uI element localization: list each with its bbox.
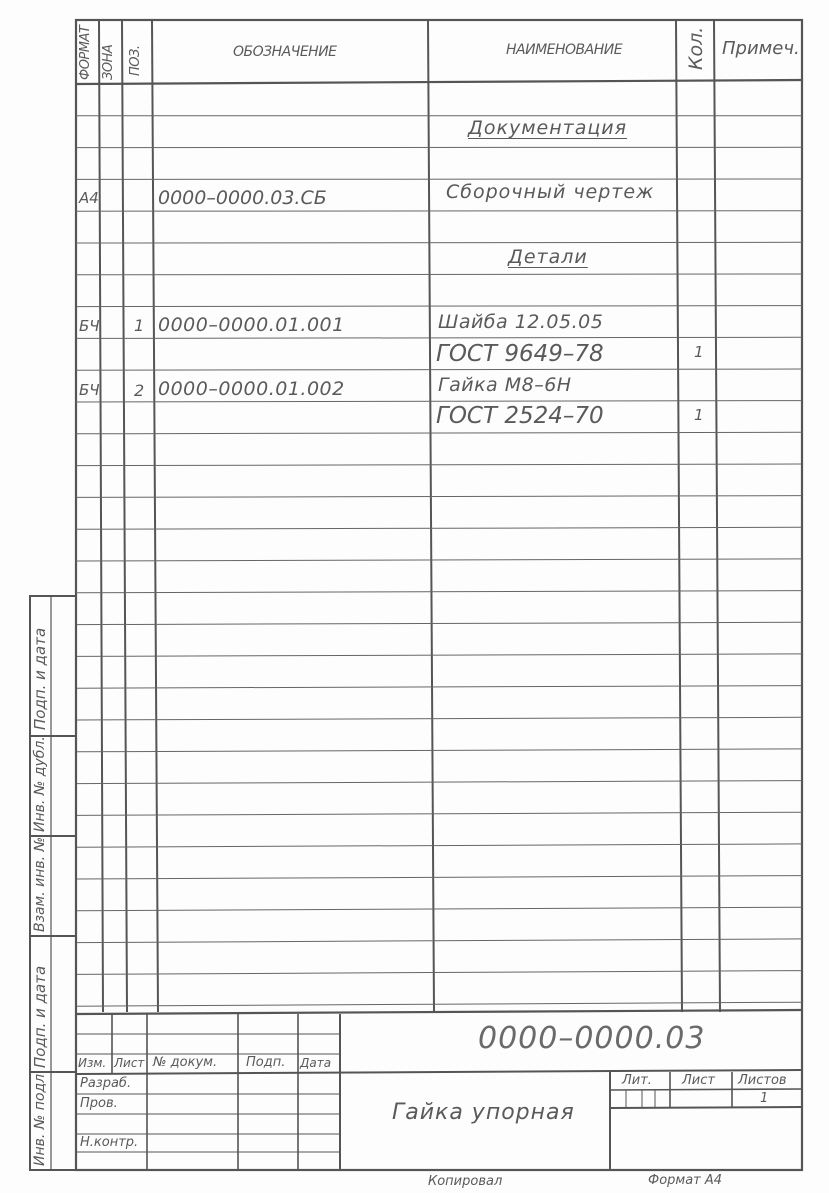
section-documentation: Документация [468,117,628,139]
lit-label: Лит. [622,1073,652,1088]
table-row-line [76,559,802,561]
role-norm-control: Н.контр. [80,1135,139,1150]
col-docnum: № докум. [153,1055,218,1070]
row-pos: 2 [134,381,145,400]
side-label-sign-date: Подп. и дата [31,965,49,1068]
row-name-standard: ГОСТ 9649–78 [436,341,604,367]
row-format: БЧ [79,381,100,399]
row-format: А4 [79,189,99,207]
header-qty: Кол. [685,26,707,70]
table-row-line [76,781,802,784]
row-name: Сборочный чертеж [446,181,655,203]
row-name: Шайба 12.05.05 [438,311,604,333]
side-label-dup-inv: Инв. № дубл. [32,736,48,832]
table-row-line [76,432,802,434]
table-row-line [76,401,802,402]
sheets-value: 1 [760,1091,769,1106]
row-format: БЧ [79,317,100,335]
header-pos: ПОЗ. [128,45,143,76]
document-number: 0000–0000.03 [478,1021,706,1056]
col-izm: Изм. [78,1056,107,1070]
table-row-line [76,622,802,624]
table-row-line [76,686,802,689]
table-row-line [76,654,802,657]
row-qty: 1 [694,406,704,424]
sheet-label: Лист [682,1073,715,1088]
row-designation: 0000–0000.03.СБ [158,187,327,209]
table-row-line [76,369,802,370]
row-name: Гайка М8–6Н [438,374,572,396]
table-row-line [76,306,802,307]
table-row-line [76,749,802,752]
col-date: Дата [300,1056,332,1070]
table-row-line [76,812,802,815]
header-format: ФОРМАТ [78,25,93,80]
row-designation: 0000–0000.01.001 [158,314,345,336]
table-row-line [76,876,802,879]
role-developer: Разраб. [80,1076,132,1091]
row-name-standard: ГОСТ 2524–70 [436,403,604,429]
side-label-orig-inv: Инв. № подл. [32,1069,48,1166]
col-sign: Подп. [246,1055,286,1070]
row-designation: 0000–0000.01.002 [158,378,345,400]
col-list: Лист [114,1056,145,1070]
table-row-line [76,337,802,338]
table-row-line [76,274,802,275]
header-zone: ЗОНА [101,44,116,80]
header-designation: ОБОЗНАЧЕНИЕ [233,44,337,60]
header-name: НАИМЕНОВАНИЕ [506,42,623,58]
table-row-line [76,591,802,593]
table-row-line [76,527,802,529]
table-row-line [76,496,802,498]
copied-label: Копировал [428,1174,503,1189]
table-row-line [76,717,802,720]
table-row-line [76,464,802,466]
table-row-line [76,1002,802,1006]
format-label: Формат А4 [648,1173,723,1188]
header-note: Примеч. [722,38,800,59]
role-checker: Пров. [80,1096,118,1111]
table-row-line [76,971,802,975]
table-row-line [76,211,802,212]
table-row-line [76,939,802,943]
table-row-line [76,907,802,911]
product-title: Гайка упорная [392,1100,575,1125]
sheets-label: Листов [738,1073,787,1088]
side-label-sign-date: Подп. и дата [31,627,49,730]
row-pos: 1 [134,316,145,335]
section-details: Детали [508,246,588,268]
table-row-line [76,242,802,243]
row-qty: 1 [694,343,704,361]
table-row-line [76,844,802,847]
side-label-replace-inv: Взам. инв. № [32,836,48,932]
